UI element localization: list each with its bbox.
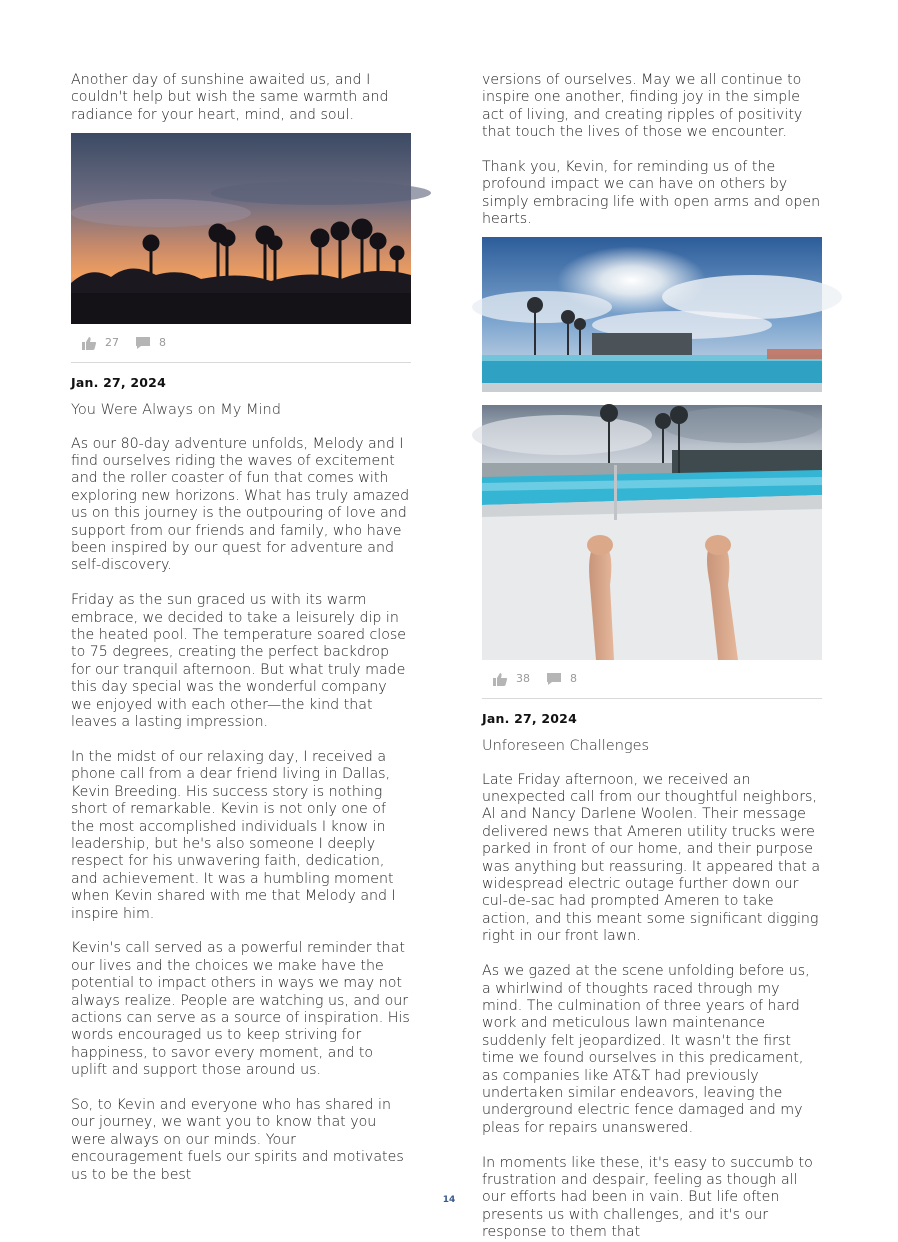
- comments-count: 8: [570, 672, 577, 686]
- thumbs-up-icon: [81, 336, 97, 350]
- like-button[interactable]: [81, 336, 119, 350]
- post-title: You Were Always on My Mind: [71, 401, 281, 418]
- post-date: Jan. 27, 2024: [71, 374, 166, 390]
- photo-stats: [71, 324, 411, 363]
- like-button[interactable]: [492, 672, 530, 686]
- pool-sky-photo: [482, 237, 822, 392]
- photo-stats: [482, 660, 822, 699]
- post-paragraph: Kevin's call served as a powerful reminder that our lives and the choices we make have the potential to impact others in ways we may not always realize. People are watching us, and our actions can serve as a source of inspiration. His words encouraged us to keep striving for happiness, to savor every moment, and to uplift and support those around us.: [71, 940, 410, 1079]
- post-paragraph: As we gazed at the scene unfolding before us, a whirlwind of thoughts raced through my mind. The culmination of three years of hard work and meticulous lawn maintenance suddenly felt jeopardized. It wasn't the first time we found ourselves in this predicament, as companies like AT&T had previously undertaken similar endeavors, leaving the underground electric fence damaged and my pleas for repairs unanswered.: [482, 963, 810, 1136]
- comments-count: 8: [159, 336, 166, 350]
- post-paragraph: Late Friday afternoon, we received an unexpected call from our thoughtful neighbors, Al and Nancy Darlene Woolen. Their message delivered news that Ameren utility trucks were parked in front of our home, and their purpose was anything but reassuring. It appeared that a widespread electric outage further down our cul-de-sac had prompted Ameren to take action, and this meant some significant digging right in our front lawn.: [482, 771, 821, 945]
- continued-paragraph: Thank you, Kevin, for reminding us of the profound impact we can have on others by simply embracing life with open arms and open hearts.: [482, 159, 821, 228]
- left-column: [71, 72, 411, 1184]
- likes-count: 27: [105, 336, 119, 350]
- comment-button[interactable]: [546, 672, 577, 686]
- thumbs-up-icon: [492, 672, 508, 686]
- intro-paragraph: Another day of sunshine awaited us, and I couldn't help but wish the same warmth and radiance for your heart, mind, and soul.: [71, 72, 389, 123]
- post-paragraph: Friday as the sun graced us with its warm embrace, we decided to take a leisurely dip in the heated pool. The temperature soared close to 75 degrees, creating the perfect backdrop for our tranquil afternoon. But what truly made this day special was the wonderful company we enjoyed with each other—the kind that leaves a lasting impression.: [71, 592, 406, 731]
- likes-count: 38: [516, 672, 530, 686]
- post-paragraph: As our 80-day adventure unfolds, Melody and I find ourselves riding the waves of excitement and the roller coaster of fun that comes with exploring new horizons. What has truly amazed us on this journey is the outpouring of love and support from our friends and family, who have been inspired by our quest for adventure and self-discovery.: [71, 435, 410, 574]
- comment-button[interactable]: [135, 336, 166, 350]
- post-paragraph: In moments like these, it's easy to succumb to frustration and despair, feeling as though all our efforts had been in vain. But life often presents us with challenges, and it's our response to them that: [482, 1154, 813, 1241]
- post-paragraph: So, to Kevin and everyone who has shared in our journey, we want you to know that you were always on our minds. Your encouragement fuels our spirits and motivates us to be the best: [71, 1096, 404, 1183]
- page-number: 14: [442, 1195, 456, 1205]
- sunset-palm-photo: [71, 133, 411, 324]
- post-paragraph: In the midst of our relaxing day, I received a phone call from a dear friend living in Dallas, Kevin Breeding. His success story is nothing short of remarkable. Kevin is not only one of the most accomplished individuals I know in leadership, but he's also someone I deeply respect for his unwavering faith, dedication, and achievement. It was a humbling moment when Kevin shared with me that Melody and I inspire him.: [71, 748, 396, 922]
- post-date: Jan. 27, 2024: [482, 710, 577, 726]
- poolside-feet-photo: [482, 405, 822, 660]
- post-title: Unforeseen Challenges: [482, 737, 650, 754]
- comment-icon: [135, 336, 151, 350]
- continued-paragraph: versions of ourselves. May we all continue to inspire one another, finding joy in the simple act of living, and creating ripples of positivity that touch the lives of those we encounter.: [482, 72, 803, 141]
- comment-icon: [546, 672, 562, 686]
- right-column: [482, 72, 822, 1241]
